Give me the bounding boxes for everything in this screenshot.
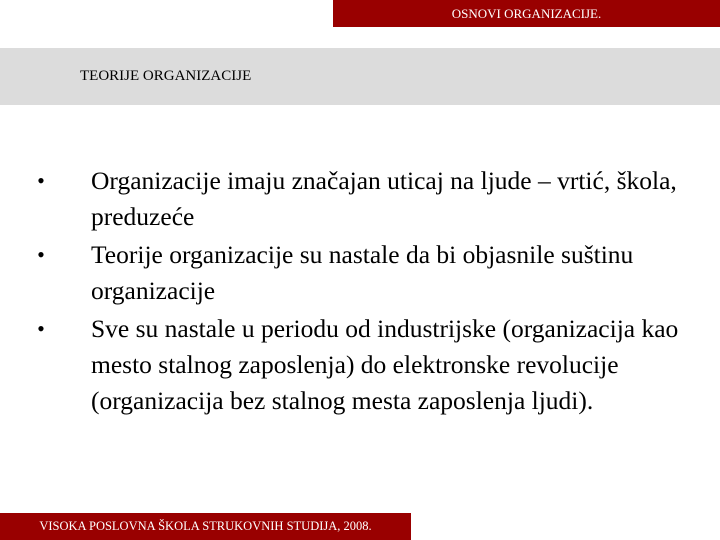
header-banner: OSNOVI ORGANIZACIJE. xyxy=(333,0,720,27)
bullet-item xyxy=(0,163,720,235)
bullet-marker: • xyxy=(37,168,45,193)
bullet-text: Sve su nastale u periodu od industrijske (organizacija kao mesto stalnog zaposlenja) do elektronske revolucije (organizacija bez stalnog mesta zaposlenja ljudi). xyxy=(91,314,679,415)
bullet-marker: • xyxy=(37,316,45,341)
bullet-marker: • xyxy=(37,242,45,267)
bullet-item xyxy=(0,237,720,309)
bullet-list xyxy=(0,163,720,421)
bullet-item xyxy=(0,311,720,419)
slide-title: TEORIJE ORGANIZACIJE xyxy=(80,68,252,84)
bullet-text: Organizacije imaju značajan uticaj na ljude – vrtić, škola, preduzeće xyxy=(91,166,677,231)
bullet-text: Teorije organizacije su nastale da bi objasnile suštinu organizacije xyxy=(91,240,634,305)
title-band xyxy=(0,48,720,105)
footer-banner: VISOKA POSLOVNA ŠKOLA STRUKOVNIH STUDIJA, 2008. xyxy=(0,513,411,540)
